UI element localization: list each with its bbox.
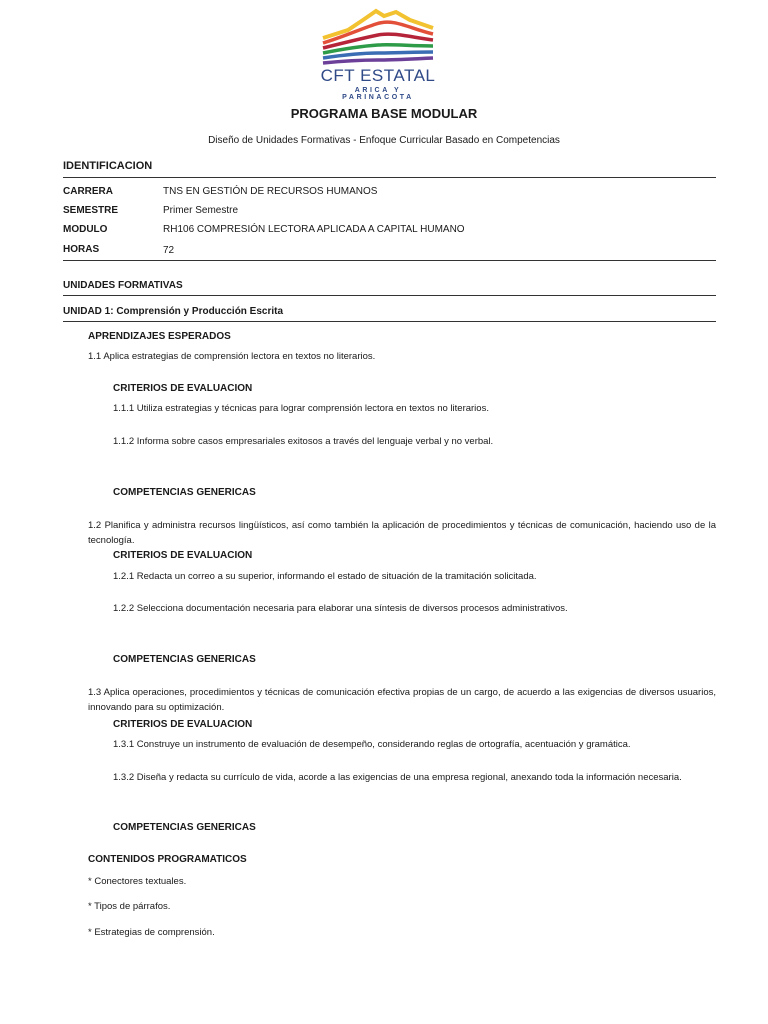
- criterios-heading: CRITERIOS DE EVALUACION: [113, 383, 253, 394]
- criterio-item: 1.1.2 Informa sobre casos empresariales exitosos a través del lenguaje verbal y no verbal.: [113, 436, 494, 447]
- id-label-horas: HORAS: [63, 244, 100, 255]
- criterio-item: 1.3.2 Diseña y redacta su currículo de vida, acorde a las exigencias de una empresa regional, anexando toda la información necesaria.: [113, 772, 682, 783]
- aprendizaje-text: 1.1 Aplica estrategias de comprensión lectora en textos no literarios.: [88, 351, 376, 362]
- identificacion-heading: IDENTIFICACION: [63, 160, 153, 172]
- divider: [63, 177, 716, 178]
- aprendizajes-heading: APRENDIZAJES ESPERADOS: [88, 331, 231, 342]
- aprendizaje-text: 1.3 Aplica operaciones, procedimientos y técnicas de comunicación efectiva propias de un cargo, de acuerdo a las exigencias de diversos usuarios, innovando para su optimización.: [88, 687, 716, 713]
- contenido-item: * Conectores textuales.: [88, 876, 187, 887]
- document-subtitle: Diseño de Unidades Formativas - Enfoque Curricular Basado en Competencias: [208, 135, 560, 146]
- logo-subtitle: ARICA Y PARINACOTA: [342, 87, 414, 101]
- criterios-heading: CRITERIOS DE EVALUACION: [113, 550, 253, 561]
- document-title: PROGRAMA BASE MODULAR: [290, 106, 478, 121]
- contenido-item: * Estrategias de comprensión.: [88, 927, 215, 938]
- divider: [63, 260, 716, 261]
- id-label-carrera: CARRERA: [63, 186, 113, 197]
- unidad-title: UNIDAD 1: Comprensión y Producción Escrita: [63, 306, 284, 317]
- id-value-semestre: Primer Semestre: [163, 205, 239, 216]
- criterio-item: 1.3.1 Construye un instrumento de evaluación de desempeño, considerando reglas de ortografía, acentuación y gramática.: [113, 739, 631, 750]
- criterio-item: 1.2.2 Selecciona documentación necesaria para elaborar una síntesis de diversos procesos administrativos.: [113, 603, 568, 614]
- id-value-carrera: TNS EN GESTIÓN DE RECURSOS HUMANOS: [163, 186, 378, 197]
- divider: [63, 321, 716, 322]
- criterios-heading: CRITERIOS DE EVALUACION: [113, 719, 253, 730]
- criterio-item: 1.1.1 Utiliza estrategias y técnicas para lograr comprensión lectora en textos no literarios.: [113, 403, 489, 414]
- logo-title: CFT ESTATAL: [320, 66, 436, 85]
- aprendizaje-text: 1.2 Planifica y administra recursos lingüísticos, así como también la aplicación de procedimientos y técnicas de comunicación, haciendo uso de la tecnología.: [88, 520, 716, 546]
- id-value-horas: 72: [163, 245, 175, 256]
- unidades-heading: UNIDADES FORMATIVAS: [63, 280, 183, 291]
- mountain-stripes-icon: [318, 8, 438, 66]
- divider: [63, 295, 716, 296]
- id-label-semestre: SEMESTRE: [63, 205, 119, 216]
- id-value-modulo: RH106 COMPRESIÓN LECTORA APLICADA A CAPITAL HUMANO: [163, 224, 465, 235]
- contenido-item: * Tipos de párrafos.: [88, 901, 171, 912]
- criterio-item: 1.2.1 Redacta un correo a su superior, informando el estado de situación de la tramitación solicitada.: [113, 571, 537, 582]
- competencias-heading: COMPETENCIAS GENERICAS: [113, 654, 256, 665]
- contenidos-heading: CONTENIDOS PROGRAMATICOS: [88, 854, 247, 865]
- competencias-heading: COMPETENCIAS GENERICAS: [113, 822, 256, 833]
- id-label-modulo: MODULO: [63, 224, 108, 235]
- competencias-heading: COMPETENCIAS GENERICAS: [113, 487, 256, 498]
- institution-logo: [318, 8, 438, 101]
